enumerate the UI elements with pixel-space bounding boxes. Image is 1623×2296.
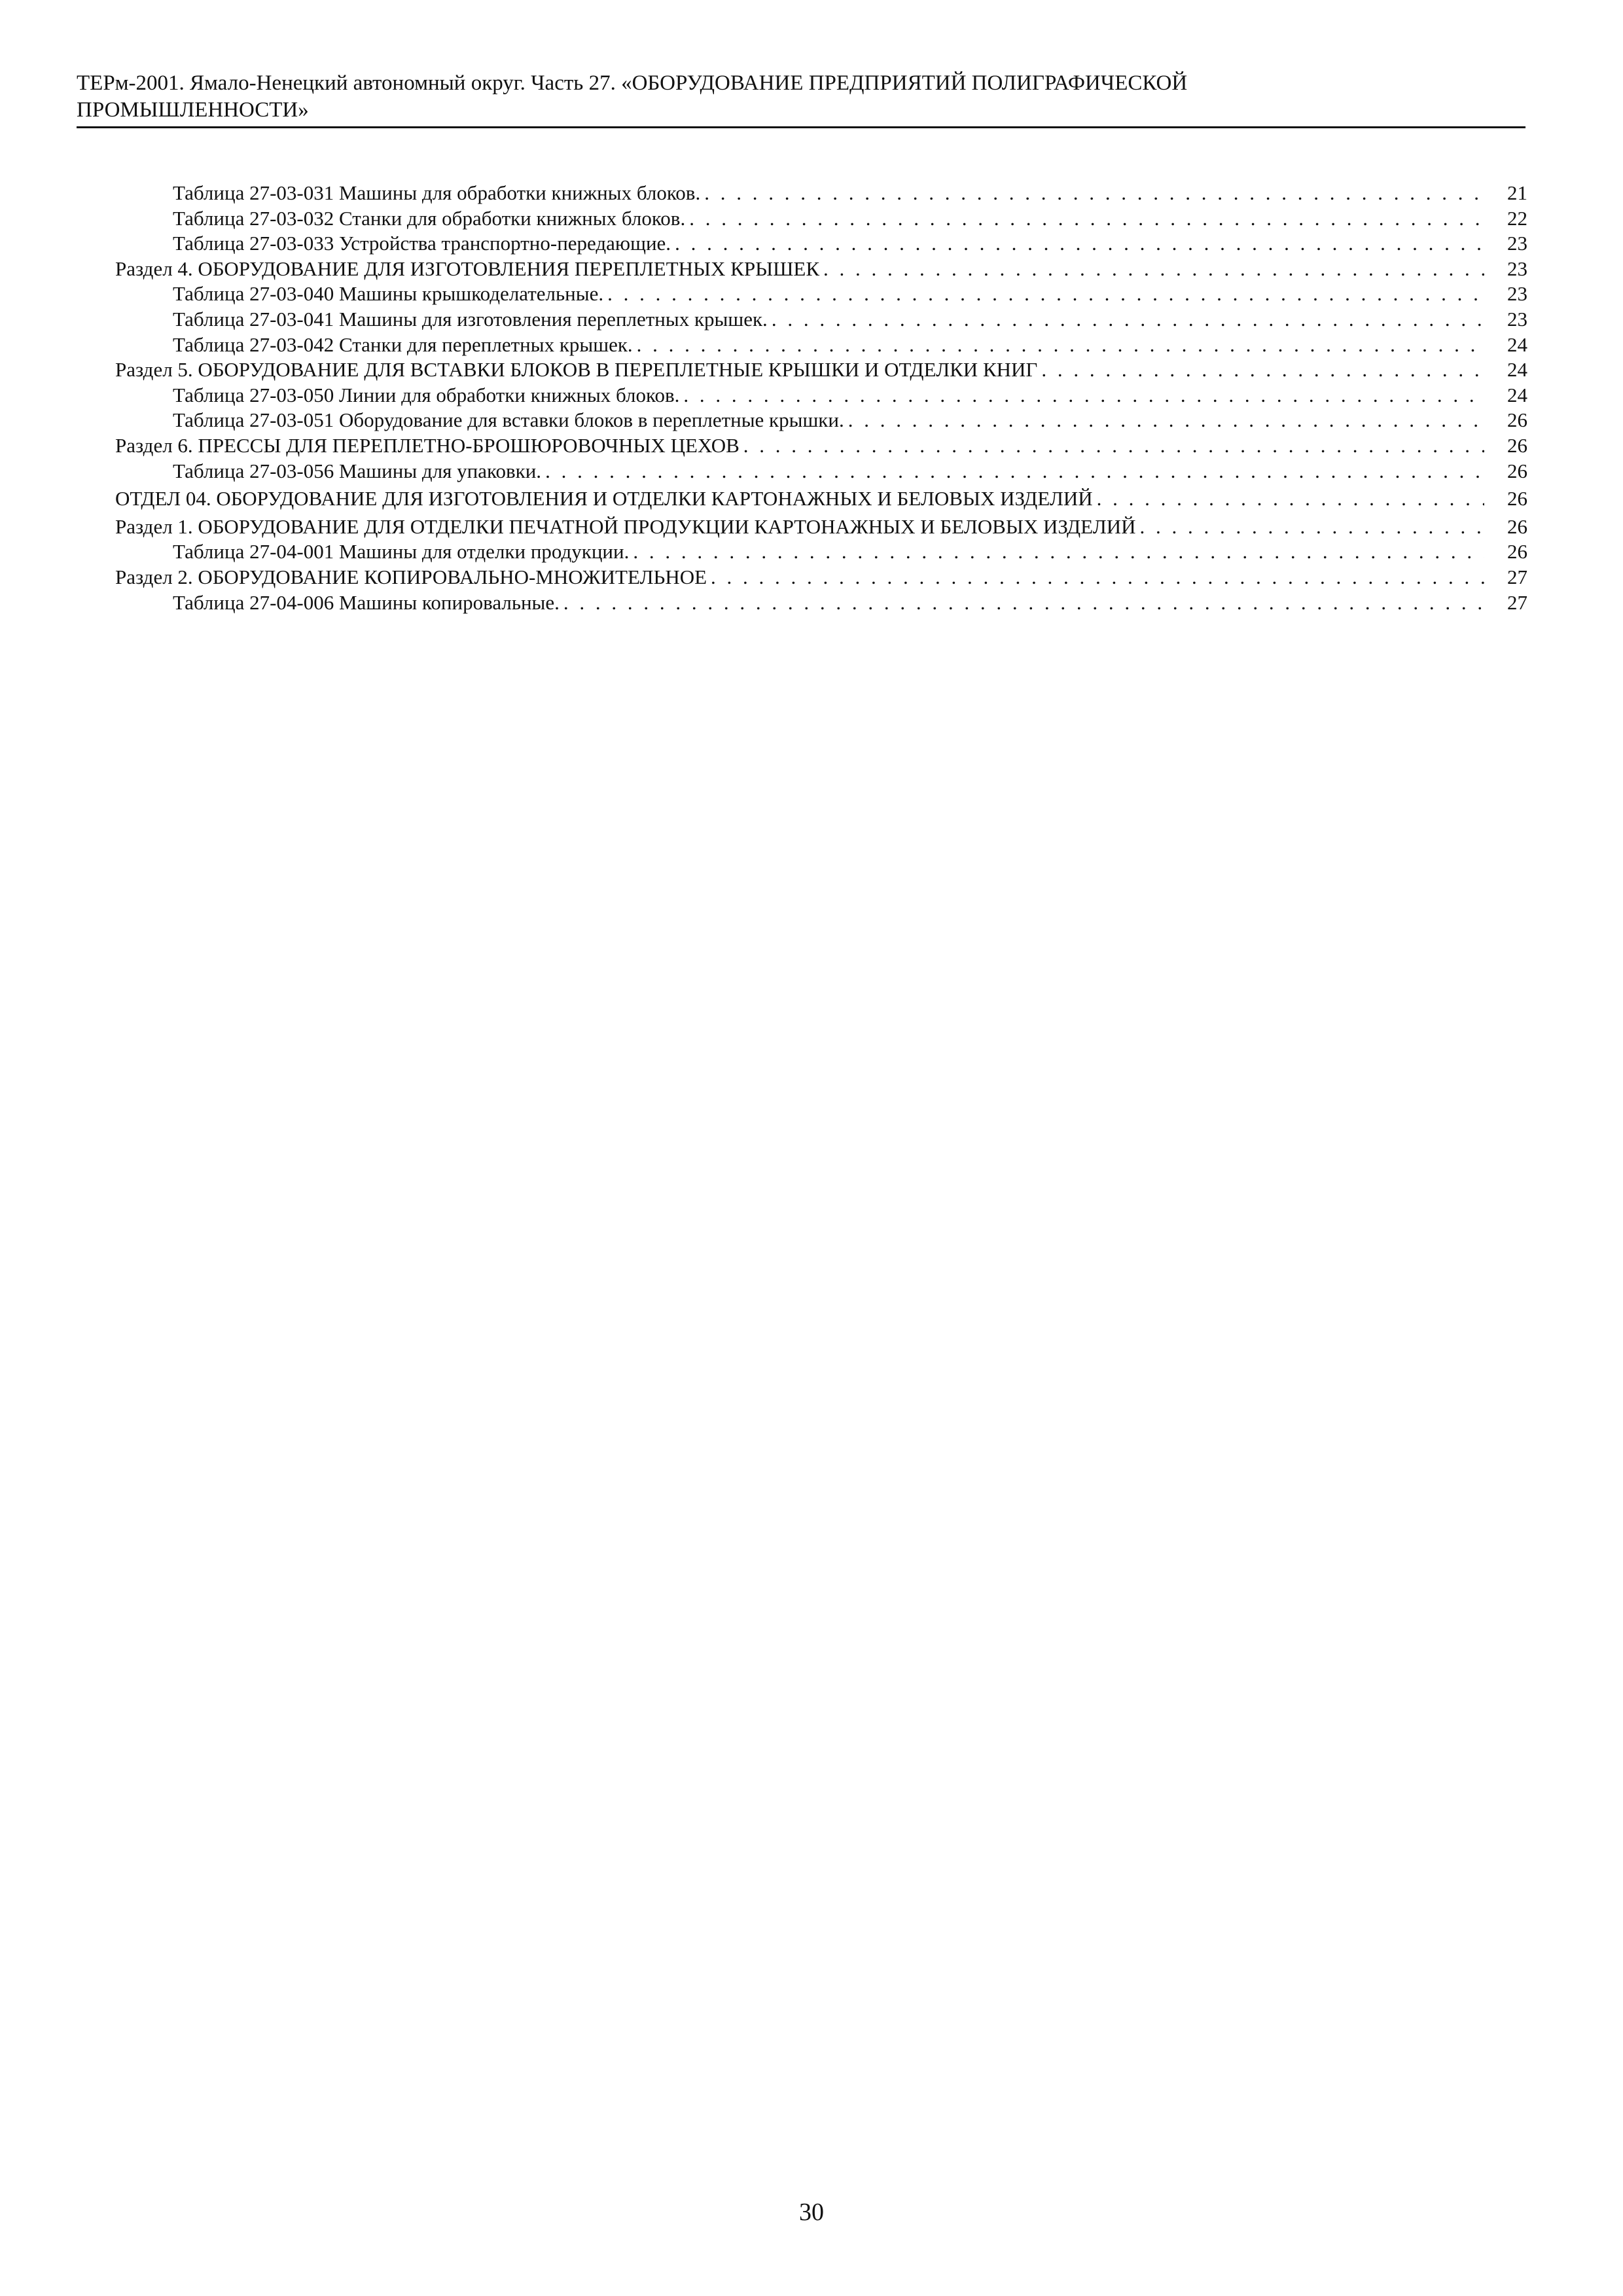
- toc-entry-page: 26: [1507, 487, 1527, 511]
- toc-entry-page: 27: [1507, 565, 1527, 588]
- page-number: 30: [799, 2198, 824, 2226]
- toc-entry-section[interactable]: [115, 257, 1527, 282]
- toc-dot-leader: [675, 231, 1484, 257]
- toc-dot-leader: [743, 433, 1484, 459]
- toc-entry-title: Раздел 5. ОБОРУДОВАНИЕ ДЛЯ ВСТАВКИ БЛОКОВ В ПЕРЕПЛЕТНЫЕ КРЫШКИ И ОТДЕЛКИ КНИГ: [115, 358, 1038, 382]
- toc-dot-leader: [1041, 357, 1484, 383]
- toc-entry-title: Таблица 27-03-051 Оборудование для вставки блоков в переплетные крышки.: [173, 408, 844, 432]
- page-header: [77, 70, 1525, 128]
- table-of-contents: [115, 181, 1527, 615]
- toc-entry-title: Раздел 6. ПРЕССЫ ДЛЯ ПЕРЕПЛЕТНО-БРОШЮРОВОЧНЫХ ЦЕХОВ: [115, 433, 740, 457]
- toc-entry-page: 24: [1507, 332, 1527, 356]
- toc-dot-leader: [607, 281, 1484, 307]
- toc-entry-title: Таблица 27-03-032 Станки для обработки книжных блоков.: [173, 206, 686, 230]
- toc-entry-page: 23: [1507, 282, 1527, 306]
- toc-entry-title: Таблица 27-03-041 Машины для изготовления переплетных крышек.: [173, 307, 768, 331]
- toc-entry-page: 26: [1507, 433, 1527, 457]
- toc-dot-leader: [704, 181, 1484, 206]
- toc-entry-table[interactable]: [115, 231, 1527, 257]
- toc-entry-page: 23: [1507, 307, 1527, 331]
- toc-entry-section[interactable]: [115, 486, 1527, 512]
- toc-dot-leader: [683, 383, 1484, 408]
- toc-entry-page: 24: [1507, 358, 1527, 382]
- toc-dot-leader: [637, 332, 1484, 358]
- toc-dot-leader: [1097, 486, 1484, 512]
- toc-dot-leader: [633, 539, 1484, 565]
- toc-entry-title: Таблица 27-03-050 Линии для обработки книжных блоков.: [173, 383, 680, 406]
- toc-dot-leader: [848, 408, 1484, 433]
- toc-entry-page: 26: [1507, 408, 1527, 432]
- toc-entry-page: 26: [1507, 514, 1527, 538]
- header-title-line-2: ПРОМЫШЛЕННОСТИ»: [77, 98, 309, 122]
- toc-entry-page: 27: [1507, 590, 1527, 614]
- toc-entry-title: Таблица 27-04-006 Машины копировальные.: [173, 590, 560, 614]
- toc-entry-table[interactable]: [115, 307, 1527, 332]
- toc-entry-section[interactable]: [115, 514, 1527, 540]
- toc-entry-section[interactable]: [115, 433, 1527, 459]
- toc-entry-title: Таблица 27-03-042 Станки для переплетных крышек.: [173, 332, 633, 356]
- toc-entry-title: Таблица 27-03-033 Устройства транспортно-передающие.: [173, 232, 671, 255]
- toc-entry-page: 26: [1507, 459, 1527, 482]
- toc-entry-table[interactable]: [115, 408, 1527, 433]
- toc-dot-leader: [563, 590, 1484, 616]
- toc-entry-table[interactable]: [115, 383, 1527, 408]
- toc-entry-page: 26: [1507, 540, 1527, 564]
- toc-dot-leader: [711, 565, 1484, 590]
- toc-entry-page: 23: [1507, 257, 1527, 280]
- toc-entry-page: 24: [1507, 383, 1527, 406]
- toc-entry-title: Раздел 1. ОБОРУДОВАНИЕ ДЛЯ ОТДЕЛКИ ПЕЧАТНОЙ ПРОДУКЦИИ КАРТОНАЖНЫХ И БЕЛОВЫХ ИЗДЕЛИЙ: [115, 514, 1136, 538]
- toc-entry-title: Таблица 27-03-056 Машины для упаковки.: [173, 459, 542, 482]
- header-title-line-1: ТЕРм-2001. Ямало-Ненецкий автономный округ. Часть 27. «ОБОРУДОВАНИЕ ПРЕДПРИЯТИЙ ПОЛИГРАФИЧЕСКОЙ: [77, 71, 1188, 95]
- toc-entry-title: ОТДЕЛ 04. ОБОРУДОВАНИЕ ДЛЯ ИЗГОТОВЛЕНИЯ И ОТДЕЛКИ КАРТОНАЖНЫХ И БЕЛОВЫХ ИЗДЕЛИЙ: [115, 487, 1093, 511]
- toc-entry-title: Раздел 2. ОБОРУДОВАНИЕ КОПИРОВАЛЬНО-МНОЖИТЕЛЬНОЕ: [115, 565, 707, 588]
- toc-entry-table[interactable]: [115, 590, 1527, 616]
- toc-entry-page: 22: [1507, 206, 1527, 230]
- toc-entry-table[interactable]: [115, 539, 1527, 565]
- toc-entry-section[interactable]: [115, 565, 1527, 590]
- toc-entry-page: 23: [1507, 232, 1527, 255]
- toc-entry-section[interactable]: [115, 357, 1527, 383]
- toc-dot-leader: [545, 459, 1484, 484]
- toc-entry-table[interactable]: [115, 332, 1527, 358]
- toc-dot-leader: [823, 257, 1484, 282]
- toc-dot-leader: [1140, 514, 1485, 540]
- toc-dot-leader: [772, 307, 1484, 332]
- toc-entry-title: Таблица 27-04-001 Машины для отделки продукции.: [173, 540, 630, 564]
- toc-entry-table[interactable]: [115, 181, 1527, 206]
- toc-entry-title: Таблица 27-03-031 Машины для обработки книжных блоков.: [173, 181, 701, 204]
- toc-entry-title: Раздел 4. ОБОРУДОВАНИЕ ДЛЯ ИЗГОТОВЛЕНИЯ ПЕРЕПЛЕТНЫХ КРЫШЕК: [115, 257, 819, 280]
- toc-entry-table[interactable]: [115, 459, 1527, 484]
- toc-dot-leader: [689, 206, 1484, 232]
- toc-entry-title: Таблица 27-03-040 Машины крышкоделательные.: [173, 282, 604, 306]
- toc-entry-table[interactable]: [115, 206, 1527, 232]
- toc-entry-table[interactable]: [115, 281, 1527, 307]
- toc-entry-page: 21: [1507, 181, 1527, 204]
